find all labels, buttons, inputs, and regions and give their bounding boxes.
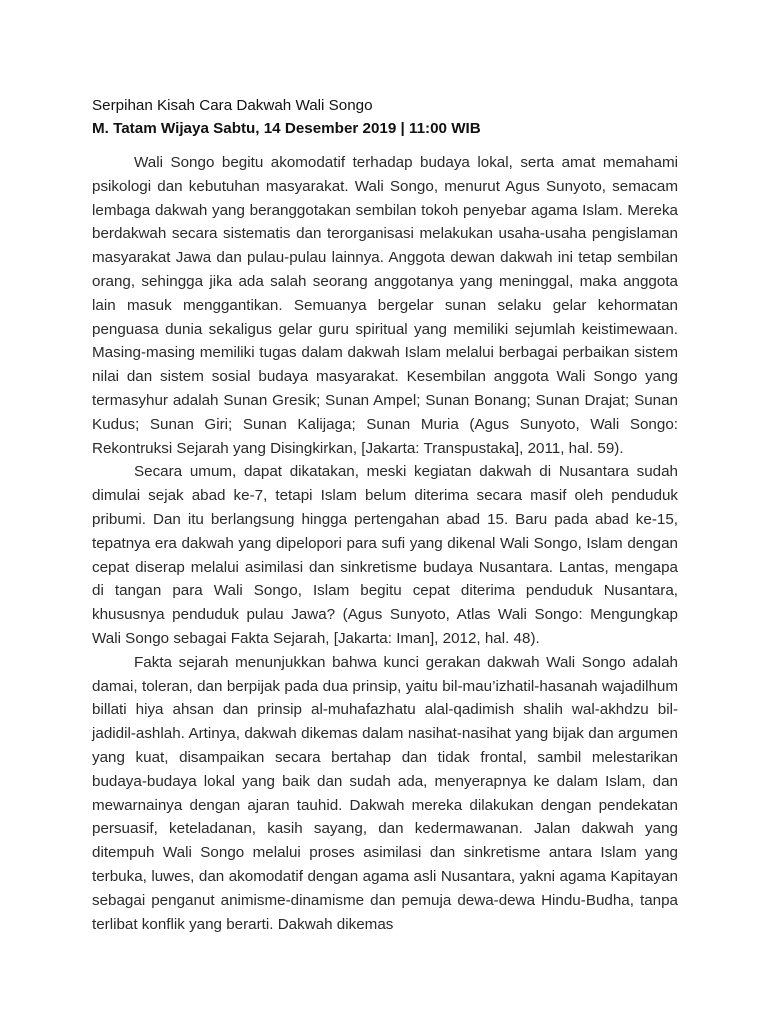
- article-byline: M. Tatam Wijaya Sabtu, 14 Desember 2019 | 11:00 WIB: [92, 120, 481, 137]
- document-page: [92, 94, 678, 936]
- article-title: Serpihan Kisah Cara Dakwah Wali Songo: [92, 97, 373, 114]
- paragraph-3: Fakta sejarah menunjukkan bahwa kunci gerakan dakwah Wali Songo adalah damai, toleran, dan berpijak pada dua prinsip, yaitu bil-mau’izhatil-hasanah wajadilhum billati hiya ahsan dan prinsip al-muhafazhatu alal-qadimish shalih wal-akhdzu bil-jadidil-ashlah. Artinya, dakwah dikemas dalam nasihat-nasihat yang bijak dan argumen yang kuat, disampaikan secara bertahap dan tidak frontal, sambil melestarikan budaya-budaya lokal yang baik dan sudah ada, menyerapnya ke dalam Islam, dan mewarnainya dengan ajaran tauhid. Dakwah mereka dilakukan dengan pendekatan persuasif, keteladanan, kasih sayang, dan kedermawanan. Jalan dakwah yang ditempuh Wali Songo melalui proses asimilasi dan sinkretisme antara Islam yang terbuka, luwes, dan akomodatif dengan agama asli Nusantara, yakni agama Kapitayan sebagai penganut animisme-dinamisme dan pemuja dewa-dewa Hindu-Budha, tanpa terlibat konflik yang berarti. Dakwah dikemas: [92, 653, 678, 933]
- paragraph-1: Wali Songo begitu akomodatif terhadap budaya lokal, serta amat memahami psikologi dan kebutuhan masyarakat. Wali Songo, menurut Agus Sunyoto, semacam lembaga dakwah yang beranggotakan sembilan tokoh penyebar agama Islam. Mereka berdakwah secara sistematis dan terorganisasi melakukan usaha-usaha pengislaman masyarakat Jawa dan pulau-pulau lainnya. Anggota dewan dakwah ini tetap sembilan orang, sehingga jika ada salah seorang anggotanya yang meninggal, maka anggota lain masuk menggantikan. Semuanya bergelar sunan selaku gelar kehormatan penguasa dunia sekaligus gelar guru spiritual yang memiliki sejumlah keistimewaan. Masing-masing memiliki tugas dalam dakwah Islam melalui berbagai perbaikan sistem nilai dan sistem sosial budaya masyarakat. Kesembilan anggota Wali Songo yang termasyhur adalah Sunan Gresik; Sunan Ampel; Sunan Bonang; Sunan Drajat; Sunan Kudus; Sunan Giri; Sunan Kalijaga; Sunan Muria (Agus Sunyoto, Wali Songo: Rekontruksi Sejarah yang Disingkirkan, [Jakarta: Transpustaka], 2011, hal. 59).: [92, 154, 678, 457]
- paragraph-2: Secara umum, dapat dikatakan, meski kegiatan dakwah di Nusantara sudah dimulai sejak abad ke-7, tetapi Islam belum diterima secara masif oleh penduduk pribumi. Dan itu berlangsung hingga pertengahan abad 15. Baru pada abad ke-15, tepatnya era dakwah yang dipelopori para sufi yang dikenal Wali Songo, Islam dengan cepat diserap melalui asimilasi dan sinkretisme budaya Nusantara. Lantas, mengapa di tangan para Wali Songo, Islam begitu cepat diterima penduduk Nusantara, khususnya penduduk pulau Jawa? (Agus Sunyoto, Atlas Wali Songo: Mengungkap Wali Songo sebagai Fakta Sejarah, [Jakarta: Iman], 2012, hal. 48).: [92, 463, 678, 647]
